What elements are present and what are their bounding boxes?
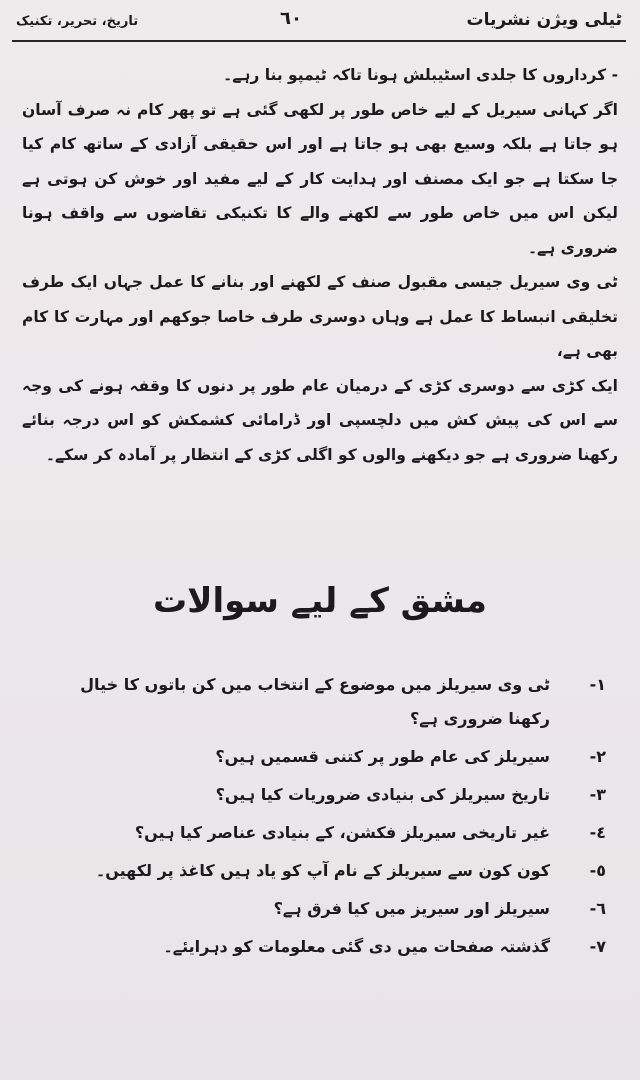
question-text: غیر تاریخی سیریلز فکشن، کے بنیادی عناصر کیا ہیں؟: [134, 823, 550, 842]
list-item: [70, 778, 606, 812]
list-item: [70, 930, 606, 964]
question-number: ٧-: [589, 937, 606, 956]
section-heading: مشق کے لیے سوالات: [153, 581, 487, 621]
list-item: [70, 740, 606, 774]
question-text: ٹی وی سیریلز میں موضوع کے انتخاب میں کن باتوں کا خیال رکھنا ضروری ہے؟: [80, 675, 550, 728]
question-number: ٤-: [589, 823, 606, 842]
page-number: ٦٠: [280, 8, 302, 29]
question-number: ٥-: [589, 861, 606, 880]
question-text: گذشتہ صفحات میں دی گئی معلومات کو دہرایئے۔: [163, 937, 550, 956]
running-title: ٹیلی ویژن نشریات: [466, 10, 622, 30]
question-text: کون کون سے سیریلز کے نام آپ کو یاد ہیں کاغذ پر لکھیں۔: [95, 861, 550, 880]
paragraph: ٹی وی سیریل جیسی مقبول صنف کے لکھنے اور بنانے کا عمل جہاں ایک طرف تخلیقی انبساط کا عمل ہے وہاں دوسری طرف خاصا جوکھم اور مہارت کا کام بھی ہے،: [22, 273, 618, 360]
question-number: ٢-: [589, 747, 606, 766]
paragraph: - کرداروں کا جلدی اسٹیبلش ہونا تاکہ ٹیمپو بنا رہے۔: [223, 66, 618, 84]
list-item: [70, 668, 606, 736]
question-text: سیریلز اور سیریز میں کیا فرق ہے؟: [273, 899, 550, 918]
question-list: [70, 668, 606, 968]
question-text: تاریخ سیریلز کی بنیادی ضروریات کیا ہیں؟: [215, 785, 550, 804]
question-number: ٣-: [589, 785, 606, 804]
running-subtitle: تاریخ، تحریر، تکنیک: [16, 14, 139, 29]
paragraph: ایک کڑی سے دوسری کڑی کے درمیان عام طور پر دنوں کا وقفہ ہونے کی وجہ سے اس کی پیش کش میں دلچسپی اور ڈرامائی کشمکش کو اس درجہ بنائے رکھنا ضروری ہے جو دیکھنے والوں کو اگلی کڑی کے انتظار پر آمادہ کر سکے۔: [22, 376, 618, 464]
body-text: [22, 58, 618, 472]
list-item: [70, 892, 606, 926]
list-item: [70, 816, 606, 850]
question-number: ٦-: [589, 899, 606, 918]
question-number: ١-: [589, 675, 606, 694]
paragraph: اگر کہانی سیریل کے لیے خاص طور پر لکھی گئی ہے تو پھر کام نہ صرف آسان ہو جاتا ہے بلکہ وسیع بھی ہو جاتا ہے اور اس حقیقی آزادی کے ساتھ کام کیا جا سکتا ہے جو ایک مصنف اور ہدایت کار کے لیے مفید اور خوش کن ہوتی ہے لیکن اس میں خاص طور سے لکھنے والے کا تکنیکی تقاضوں سے واقف ہونا ضروری ہے۔: [22, 100, 618, 257]
page-header: [12, 6, 626, 42]
question-text: سیریلز کی عام طور پر کتنی قسمیں ہیں؟: [215, 747, 550, 766]
list-item: [70, 854, 606, 888]
